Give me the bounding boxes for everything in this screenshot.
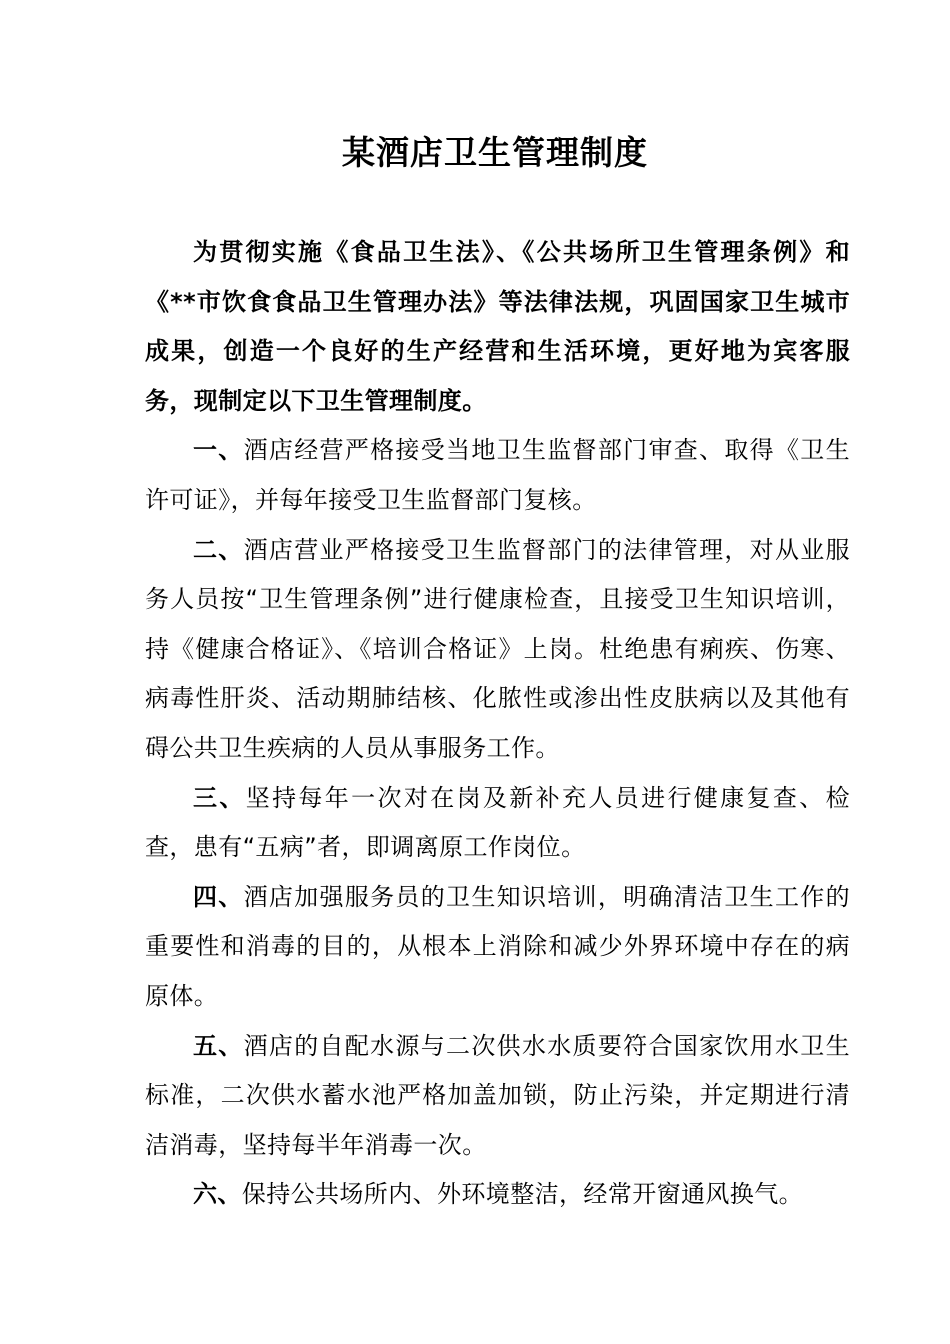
article-6 xyxy=(145,1170,850,1220)
article-5 xyxy=(145,1022,850,1171)
article-2-number: 二、 xyxy=(193,535,244,564)
article-1 xyxy=(145,426,850,525)
article-5-text: 酒店的自配水源与二次供水水质要符合国家饮用水卫生标准，二次供水蓄水池严格加盖加锁，防止污染，并定期进行清洁消毒，坚持每半年消毒一次。 xyxy=(145,1031,850,1159)
article-2 xyxy=(145,526,850,774)
intro-paragraph: 为贯彻实施《食品卫生法》、《公共场所卫生管理条例》和《**市饮食食品卫生管理办法》等法律法规，巩固国家卫生城市成果，创造一个良好的生产经营和生活环境，更好地为宾客服务，现制定以下卫生管理制度。 xyxy=(145,238,850,415)
article-3-number: 三、 xyxy=(193,783,246,812)
article-1-text: 酒店经营严格接受当地卫生监督部门审查、取得《卫生许可证》，并每年接受卫生监督部门复核。 xyxy=(145,436,850,514)
article-5-number: 五、 xyxy=(193,1031,244,1060)
article-4-text: 酒店加强服务员的卫生知识培训，明确清洁卫生工作的重要性和消毒的目的，从根本上消除和减少外界环境中存在的病原体。 xyxy=(145,882,850,1010)
article-6-text: 保持公共场所内、外环境整洁，经常开窗通风换气。 xyxy=(241,1180,804,1209)
article-3-text: 坚持每年一次对在岗及新补充人员进行健康复查、检查，患有“五病”者，即调离原工作岗位。 xyxy=(145,783,850,862)
article-2-text: 酒店营业严格接受卫生监督部门的法律管理，对从业服务人员按“卫生管理条例”进行健康检查，且接受卫生知识培训，持《健康合格证》、《培训合格证》上岗。杜绝患有痢疾、伤寒、病毒性肝炎、活动期肺结核、化脓性或渗出性皮肤病以及其他有碍公共卫生疾病的人员从事服务工作。 xyxy=(145,535,850,762)
article-3 xyxy=(145,774,850,873)
document-body xyxy=(145,228,850,1220)
article-6-number: 六、 xyxy=(193,1180,242,1209)
article-4 xyxy=(145,873,850,1022)
article-1-number: 一、 xyxy=(193,436,244,465)
article-4-number: 四、 xyxy=(193,882,244,911)
document-title: 某酒店卫生管理制度 xyxy=(342,133,648,172)
